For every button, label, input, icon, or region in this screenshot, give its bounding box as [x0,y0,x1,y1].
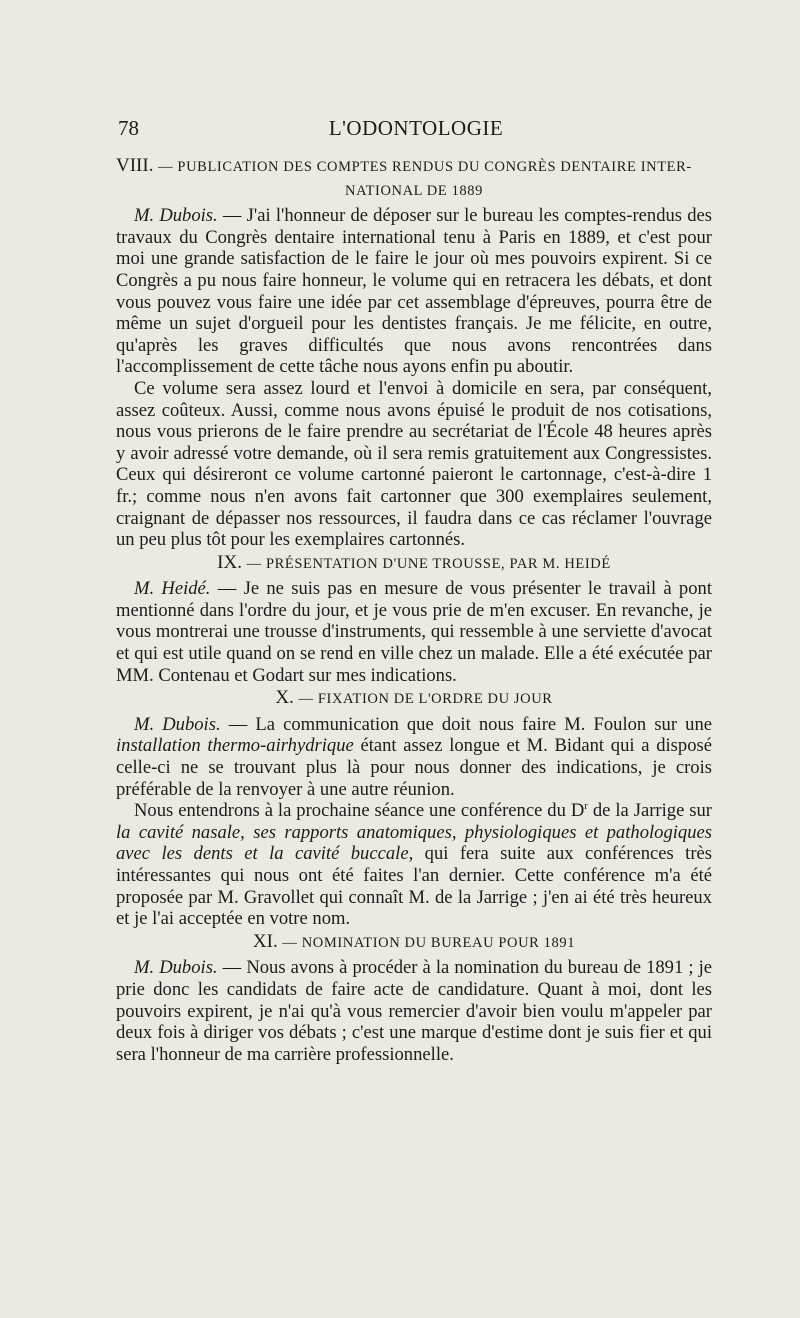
italic-term: installation thermo-airhydrique [116,735,354,757]
running-header [118,116,714,146]
paragraph-text: — J'ai l'honneur de déposer sur le bureau les comptes-rendus des travaux du Congrès dentaire international tenu à Paris en 1889, et c'est pour moi une grande satisfaction de le faire le jour où mes pouvoirs expirent. Si ce Congrès a pu nous faire honneur, le volume qui en retracera les débats, et dont vous pouvez vous faire une idée par cet assemblage d'épreuves, pourra être de même un sujet d'orgueil pour les dentistes français. Je me félicite, en outre, qu'après les graves difficultés que nous avons rencontrées dans l'accomplissement de cette tâche nous ayons enfin pu aboutir. [116,205,712,378]
section-title: — PRÉSENTATION D'UNE TROUSSE, PAR M. HEIDÉ [246,555,611,572]
section-number: IX. [217,551,242,573]
speaker-name: M. Dubois. [134,205,218,227]
paragraph-text: de la Jarrige sur [587,800,712,822]
section-number: XI. [252,930,278,952]
section-heading-xi [116,931,712,955]
paragraph [116,205,712,378]
journal-title: L'ODONTOLOGIE [328,116,504,140]
section-title-cont: NATIONAL DE 1889 [345,182,483,199]
speaker-name: M. Dubois. [134,957,218,979]
speaker-name: M. Dubois. [134,713,221,735]
paragraph-text: — Nous avons à procéder à la nomination du bureau de 1891 ; je prie donc les candidats de faire acte de candidature. Quant à moi, dont les pouvoirs expirent, je n'ai qu'à vous remercier d'avoir bien voulu m'appeler par deux fois à diriger vos débats ; c'est une marque d'estime dont je suis fier et qui sera l'honneur de ma carrière professionnelle. [116,957,713,1065]
section-number: X. [275,687,294,709]
paragraph-text: Ce volume sera assez lourd et l'envoi à domicile en sera, par conséquent, assez coûteux. Aussi, comme nous avons épuisé le produit de nos cotisations, nous vous prierons de le faire prendre au secrétariat de l'École 48 heures après y avoir adressé votre demande, où il sera remis gratuitement aux Congressistes. Ceux qui désireront ce volume cartonné paieront le cartonnage, c'est-à-dire 1 fr.; comme nous n'en avons fait cartonner que 300 exemplaires seulement, craignant de dépasser nos ressources, il faudra dans ce cas réclamer l'ouvrage un peu plus tôt pour les exemplaires cartonnés. [116,377,712,551]
section-title: — PUBLICATION DES COMPTES RENDUS DU CONGRÈS DENTAIRE INTER- [158,159,692,175]
paragraph [116,957,712,1065]
speaker-name: M. Heidé. [134,578,211,600]
superscript: r [584,800,588,813]
paragraph-text: qui fera suite aux conférences très intéressantes qui nous ont été faites l'an dernier. Cette conférence m'a été proposée par M. Gravollet qui connaît M. de la Jarrige ; j'en ai été très heureux et je l'ai acceptée en votre nom. [116,843,712,930]
italic-title: la cavité nasale, ses rapports anatomiques, physiologiques et pathologiques avec les dents et la cavité buccale, [116,821,712,865]
page-number: 78 [118,116,139,140]
section-heading-ix [116,552,712,576]
paragraph-text: — La communication que doit nous faire M. Foulon sur une [220,713,712,735]
paragraph-text: étant assez longue et M. Bidant qui a disposé celle-ci ne se trouvant plus là pour nous donner des indications, je crois préférable de la renvoyer à une autre réunion. [116,735,712,800]
paragraph [116,578,712,686]
body-text [116,154,712,1065]
paragraph-text: — Je ne suis pas en mesure de vous présenter le travail à pont mentionné dans l'ordre du jour, et je vous prie de m'en excuser. En revanche, je vous montrerai une trousse d'instruments, qui ressemble à une serviette d'avocat et qui est utile quand on se rend en ville chez un malade. Elle a été exécutée par MM. Contenau et Godart sur mes indications. [116,578,712,686]
section-title: — NOMINATION DU BUREAU POUR 1891 [282,934,576,951]
paragraph-text: Nous entendrons à la prochaine séance une conférence du D [134,800,585,822]
paragraph [116,378,712,551]
section-title: — FIXATION DE L'ORDRE DU JOUR [298,691,553,708]
section-heading-x [116,687,712,711]
paragraph [116,800,712,930]
section-heading-viii [116,155,712,202]
section-number: VIII. [116,155,154,176]
paragraph [116,714,712,800]
